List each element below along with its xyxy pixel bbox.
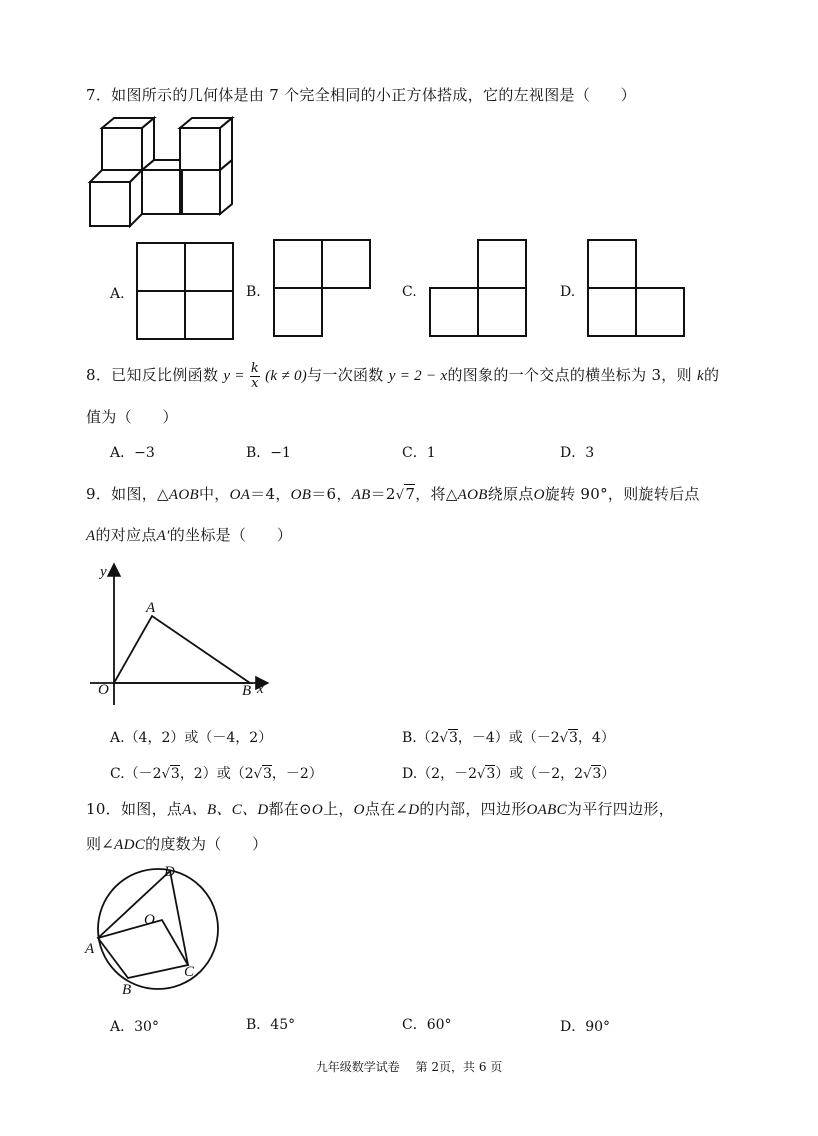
q7-option-b-label[interactable]: B. [246,284,261,300]
q10-label-o: O [144,912,155,928]
q9-line2: A的对应点A′的坐标是（ ） [86,526,293,544]
q9-option-c[interactable]: C.（－2√3，2）或（2√3，－2） [110,766,323,782]
q7-option-a-label[interactable]: A. [110,286,125,302]
q8-number: 8． [86,366,112,384]
q8-text3: 的图象的一个交点的横坐标为 3，则 [447,366,692,384]
q7-option-d-figure [587,239,687,339]
q8-line2: 值为（ ） [86,408,178,426]
q9-figure [90,560,280,710]
q10-option-b[interactable]: B．45° [246,1017,296,1033]
q8-line1 [86,360,719,391]
page-footer: 九年级数学试卷 第 2页，共 6 页 [315,1060,503,1074]
q8-option-d[interactable]: D．3 [560,445,595,461]
q8-text2: 与一次函数 [307,366,384,384]
q9-option-b[interactable]: B.（2√3，－4）或（－2√3，4） [402,730,615,746]
q7-option-a-figure [136,242,236,342]
q8-fraction-den: x [251,375,259,391]
q10-option-d[interactable]: D．90° [560,1019,611,1035]
q8-option-c[interactable]: C．1 [402,445,436,461]
q9-label-x: x [257,681,264,697]
q10-label-b: B [122,982,132,998]
q7-solid-figure [80,110,250,235]
q10-label-d: D [164,864,175,880]
q8-option-a[interactable]: A．−3 [110,445,155,461]
q8-fn1-condition: (k ≠ 0) [265,368,308,384]
q10-option-c[interactable]: C．60° [402,1017,452,1033]
q10-option-a[interactable]: A．30° [110,1019,159,1035]
q9-label-b: B [242,683,252,699]
q10-circle-figure [84,862,224,1002]
q7-stem: 7．如图所示的几何体是由 7 个完全相同的小正方体搭成，它的左视图是（ ） [86,86,637,104]
q9-label-y: y [100,564,107,580]
q10-line1: 10．如图，点A、B、C、D都在⊙O上，O点在∠D的内部，四边形OABC为平行四边形， [86,800,675,818]
q8-var-k: k [696,368,704,384]
q8-text1: 已知反比例函数 [111,366,219,384]
q8-fraction [250,362,260,391]
q8-text4: 的 [703,366,720,384]
q10-label-a: A [85,941,95,957]
q9-triangle-aob [114,616,250,683]
q10-label-c: C [184,964,195,980]
q9-option-d[interactable]: D.（2，－2√3）或（－2，2√3） [402,766,616,782]
q8-fraction-num: k [250,360,260,376]
q9-option-a[interactable]: A.（4，2）或（－4，2） [110,730,273,746]
q7-option-c-figure [429,239,529,339]
q9-line1: 9．如图，△AOB中，OA＝4，OB＝6，AB＝2√7，将△AOB绕原点O旋转 90°，则旋转后点 [86,485,700,503]
q7-option-b-figure [273,239,373,339]
q10-parallelogram [98,920,188,978]
q10-line2: 则∠ADC的度数为（ ） [86,835,268,853]
q8-option-b[interactable]: B．−1 [246,445,291,461]
q9-label-a: A [146,600,156,616]
q8-fn2: y = 2 − x [388,368,448,384]
q7-option-c-label[interactable]: C. [402,284,417,300]
q7-option-d-label[interactable]: D. [560,284,576,300]
q8-fn1-lhs: y = [223,368,245,384]
q9-label-o: O [98,682,109,698]
